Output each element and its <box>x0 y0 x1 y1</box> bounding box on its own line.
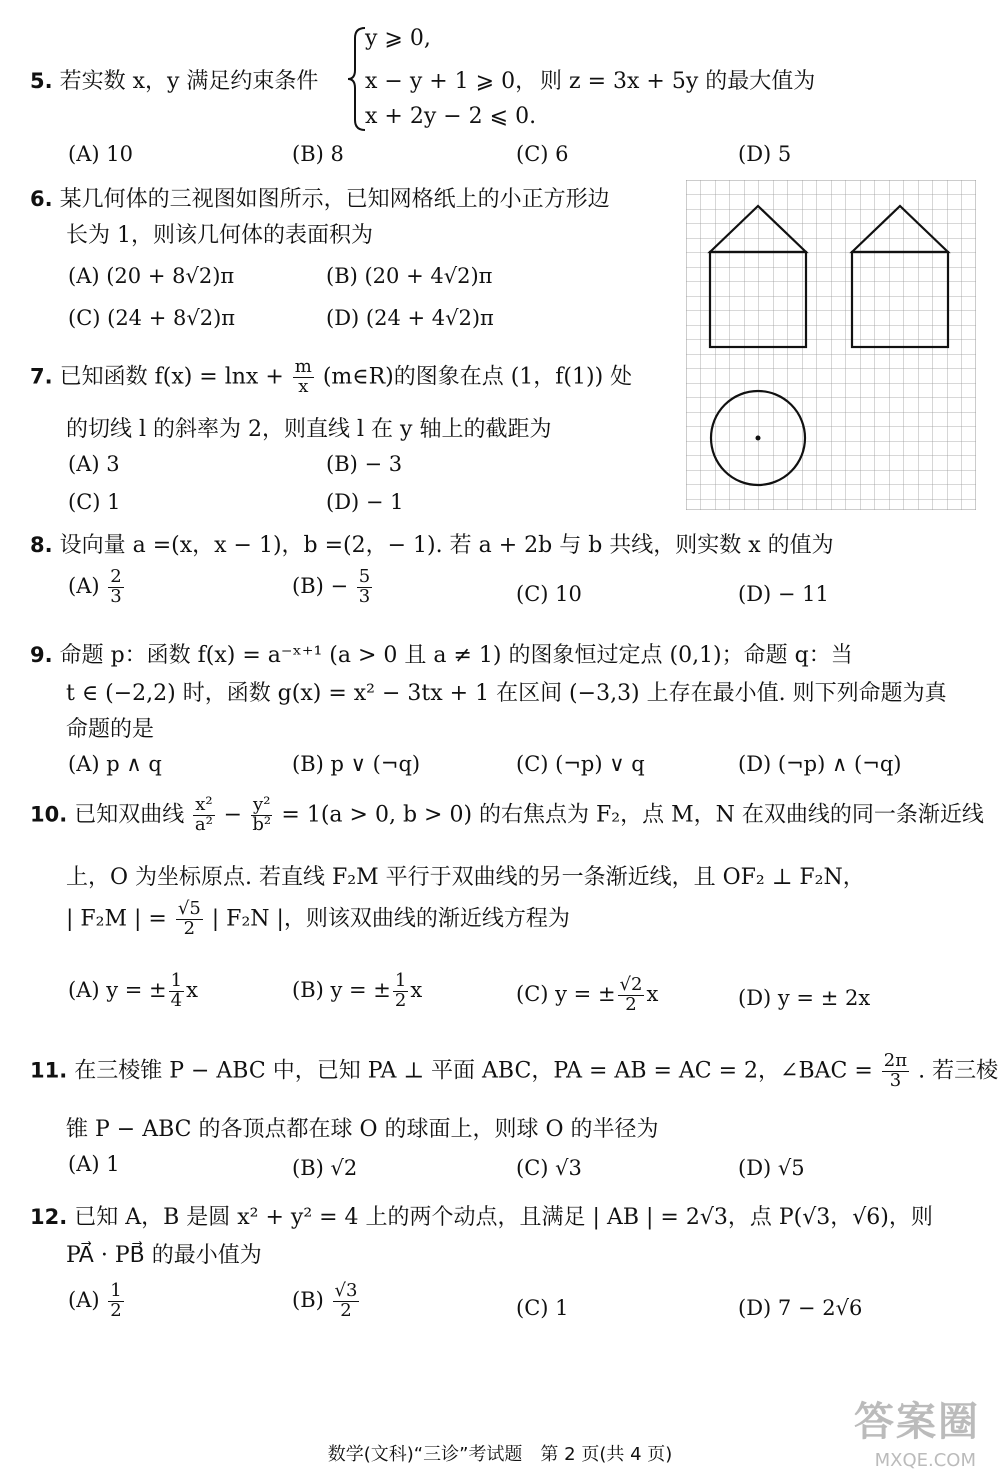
q7-option-a[interactable]: (A) 3 <box>68 452 120 476</box>
q10-f2-den: b² <box>252 813 272 835</box>
watermark-logo: 答案圈 <box>854 1399 980 1445</box>
q10-option-c[interactable] <box>516 976 658 1015</box>
q6-option-d[interactable]: (D) (24 + 4√2)π <box>326 306 494 330</box>
q10-b-x: x <box>410 977 423 1002</box>
q9-line3: 命题的是 <box>66 717 155 742</box>
q10-option-a[interactable] <box>68 972 198 1011</box>
q12-a-label: (A) <box>68 1287 100 1312</box>
q7-frac-num: m <box>294 356 312 377</box>
q12-line1 <box>30 1200 933 1231</box>
q11-option-b[interactable]: (B) √2 <box>292 1156 358 1180</box>
q5-text-b: 则 z = 3x + 5y 的最大值为 <box>540 69 816 94</box>
q10-a-label: (A) y = ± <box>68 977 167 1002</box>
q8-option-d[interactable]: (D) − 11 <box>738 582 829 606</box>
q10-line1 <box>30 796 984 835</box>
q10-b-label: (B) y = ± <box>292 977 391 1002</box>
q10-frac-x <box>193 796 214 835</box>
q11-number: 11. <box>30 1058 68 1083</box>
q12-b-den: 2 <box>340 1299 352 1321</box>
q11-line1 <box>30 1052 998 1091</box>
q10-f3-num: √5 <box>177 898 201 919</box>
q12-option-c[interactable]: (C) 1 <box>516 1296 569 1320</box>
q9-option-b[interactable]: (B) p ∨ (¬q) <box>292 752 421 776</box>
q5-option-c[interactable]: (C) 6 <box>516 142 569 166</box>
q10-frac-y <box>251 796 272 835</box>
q11-f-den: 3 <box>889 1069 902 1091</box>
q11-line2: 锥 P − ABC 的各顶点都在球 O 的球面上，则球 O 的半径为 <box>66 1117 659 1142</box>
q10-minus: − <box>223 802 243 828</box>
q10-text-3a: | F₂M | = <box>66 906 167 932</box>
page-footer: 数学(文科)“三诊”考试题 第 2 页(共 4 页) <box>327 1444 673 1465</box>
q10-b-frac <box>393 972 408 1011</box>
q10-a-den: 4 <box>170 989 183 1011</box>
q8-option-a-label: (A) <box>68 573 100 598</box>
q7-line2: 的切线 l 的斜率为 2，则直线 l 在 y 轴上的截距为 <box>66 417 552 442</box>
q12-b-frac <box>333 1282 360 1321</box>
q5-number: 5. <box>30 69 53 93</box>
q8-a-den: 3 <box>110 585 122 607</box>
q12-option-b[interactable] <box>292 1282 361 1321</box>
q7-option-c[interactable]: (C) 1 <box>68 490 121 514</box>
q11-option-d[interactable]: (D) √5 <box>738 1156 805 1180</box>
three-view-grid-svg <box>686 180 976 510</box>
q10-c-den: 2 <box>625 993 637 1015</box>
q12-text-1: 已知 A，B 是圆 x² + y² = 4 上的两个动点，且满足 | AB | = 2√3，点 P(√3，√6)，则 <box>74 1205 933 1230</box>
top-view-center-dot <box>756 436 761 441</box>
q11-frac <box>882 1052 909 1091</box>
q10-c-label: (C) y = ± <box>516 981 616 1006</box>
q10-c-num: √2 <box>619 974 643 995</box>
q12-a-frac <box>108 1282 123 1321</box>
q10-number: 10. <box>30 802 68 827</box>
q10-f2-num: y² <box>253 794 271 815</box>
q8-option-b-label: (B) − <box>292 573 349 598</box>
q8-option-c[interactable]: (C) 10 <box>516 582 582 606</box>
q7-fraction <box>293 358 314 397</box>
q8-line1 <box>30 528 834 559</box>
q9-text-1: 命题 p：函数 f(x) = a⁻ˣ⁺¹ (a > 0 且 a ≠ 1) 的图象恒过定点 (0,1)；命题 q：当 <box>59 643 853 668</box>
q10-frac-sqrt5 <box>176 900 203 939</box>
q10-text-1a: 已知双曲线 <box>74 802 185 828</box>
q10-a-frac <box>169 972 184 1011</box>
q6-line2: 长为 1，则该几何体的表面积为 <box>66 223 373 248</box>
q10-c-frac <box>618 976 645 1015</box>
q6-line1 <box>30 182 610 213</box>
grid-paper <box>686 180 976 510</box>
q5-option-a[interactable]: (A) 10 <box>68 142 133 166</box>
q10-f1-num: x² <box>195 794 213 815</box>
q6-text-1: 某几何体的三视图如图所示，已知网格纸上的小正方形边 <box>59 187 610 212</box>
q10-text-3b: | F₂N |，则该双曲线的渐近线方程为 <box>211 906 570 932</box>
q9-option-d[interactable]: (D) (¬p) ∧ (¬q) <box>738 752 902 776</box>
q9-option-a[interactable]: (A) p ∧ q <box>68 752 162 776</box>
q7-option-b[interactable]: (B) − 3 <box>326 452 403 476</box>
q6-option-b[interactable]: (B) (20 + 4√2)π <box>326 264 493 288</box>
q8-option-b-frac <box>357 568 372 607</box>
q12-a-num: 1 <box>110 1280 122 1301</box>
q7-line1 <box>30 358 632 397</box>
q7-option-d[interactable]: (D) − 1 <box>326 490 404 514</box>
q8-option-a[interactable] <box>68 568 126 607</box>
q10-line3 <box>66 900 570 939</box>
q10-option-d[interactable]: (D) y = ± 2x <box>738 986 871 1010</box>
q5-cond2: x − y + 1 ⩾ 0， <box>365 69 538 94</box>
q11-option-a[interactable]: (A) 1 <box>68 1152 120 1176</box>
q9-option-c[interactable]: (C) (¬p) ∨ q <box>516 752 645 776</box>
q12-number: 12. <box>30 1205 68 1229</box>
q12-option-d[interactable]: (D) 7 − 2√6 <box>738 1296 863 1320</box>
q8-b-den: 3 <box>358 585 371 607</box>
q5-cond1: y ⩾ 0, <box>365 26 431 51</box>
q7-text-1b: (m∈R)的图象在点 (1，f(1)) 处 <box>322 364 633 390</box>
q5-text-a: 若实数 x，y 满足约束条件 <box>59 69 319 94</box>
q10-f1-den: a² <box>194 813 213 835</box>
q12-a-den: 2 <box>110 1299 122 1321</box>
q5 <box>30 64 318 95</box>
q10-a-num: 1 <box>170 970 183 991</box>
q11-text-1a: 在三棱锥 P − ABC 中，已知 PA ⊥ 平面 ABC，PA = AB = AC = 2，∠BAC = <box>74 1058 873 1084</box>
q12-option-a[interactable] <box>68 1282 126 1321</box>
q9-number: 9. <box>30 643 53 667</box>
q5-cond3: x + 2y − 2 ⩽ 0. <box>365 104 537 129</box>
q11-option-c[interactable]: (C) √3 <box>516 1156 582 1180</box>
three-view-figure <box>686 180 976 516</box>
q6-number: 6. <box>30 187 53 211</box>
q9-line2: t ∈ (−2,2) 时，函数 g(x) = x² − 3tx + 1 在区间 (−3,3) 上存在最小值. 则下列命题为真 <box>66 681 947 706</box>
q8-option-a-frac <box>108 568 123 607</box>
watermark-site: MXQE.COM <box>874 1450 976 1471</box>
q8-a-num: 2 <box>110 566 122 587</box>
q7-text-1a: 已知函数 f(x) = lnx + <box>59 364 284 390</box>
q10-option-b[interactable] <box>292 972 422 1011</box>
q10-b-num: 1 <box>394 970 407 991</box>
q10-c-x: x <box>646 981 659 1006</box>
q5-option-b[interactable]: (B) 8 <box>292 142 344 166</box>
q10-b-den: 2 <box>394 989 407 1011</box>
q12-b-num: √3 <box>334 1280 358 1301</box>
q7-number: 7. <box>30 364 53 389</box>
q6-option-a[interactable]: (A) (20 + 8√2)π <box>68 264 235 288</box>
q6-option-c[interactable]: (C) (24 + 8√2)π <box>68 306 236 330</box>
q10-f3-den: 2 <box>183 917 196 939</box>
q12-line2: PA⃗ · PB⃗ 的最小值为 <box>66 1243 262 1268</box>
q8-number: 8. <box>30 533 53 557</box>
q9-line1 <box>30 638 853 669</box>
q8-text: 设向量 a =(x，x − 1)，b =(2，− 1). 若 a + 2b 与 b 共线，则实数 x 的值为 <box>59 533 834 558</box>
q8-b-num: 5 <box>358 566 371 587</box>
q10-a-x: x <box>186 977 198 1002</box>
q11-f-num: 2π <box>883 1050 908 1071</box>
q10-line2: 上，O 为坐标原点. 若直线 F₂M 平行于双曲线的另一条渐近线，且 OF₂ ⊥ F₂N， <box>66 865 865 890</box>
q5-option-d[interactable]: (D) 5 <box>738 142 792 166</box>
q12-b-label: (B) <box>292 1287 324 1312</box>
q11-text-1b: . 若三棱 <box>918 1058 999 1084</box>
q7-frac-den: x <box>298 375 309 397</box>
q8-option-b[interactable] <box>292 568 374 607</box>
q10-text-1b: = 1(a > 0, b > 0) 的右焦点为 F₂，点 M，N 在双曲线的同一条渐近线 <box>281 802 984 828</box>
